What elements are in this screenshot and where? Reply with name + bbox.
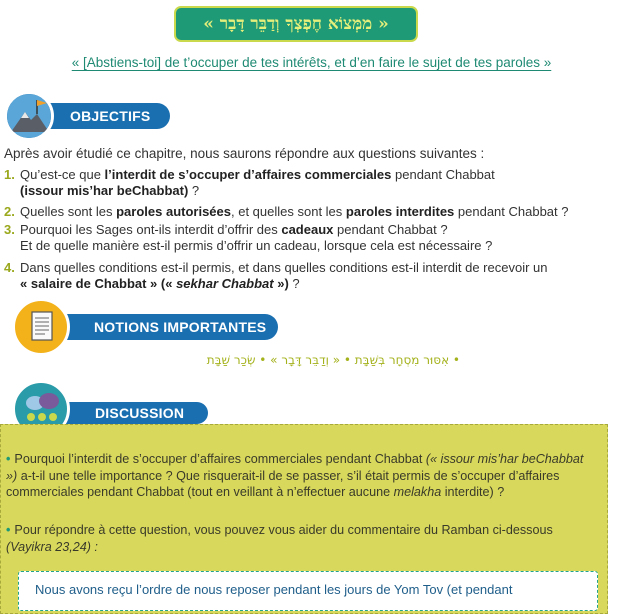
question-1 <box>4 167 495 199</box>
question-number: 3. <box>4 222 15 237</box>
question-text: ? <box>288 276 300 291</box>
mountain-flag-icon <box>4 91 54 141</box>
ramban-quote-box <box>18 571 598 611</box>
question-text: Et de quelle manière est-il permis d’offrir un cadeau, lorsque cela est nécessaire ? <box>20 238 493 253</box>
discussion-paragraph-2 <box>6 522 596 555</box>
bullet-icon: • <box>6 452 11 466</box>
question-text: ? <box>188 183 200 198</box>
question-text: pendant Chabbat <box>391 167 495 182</box>
question-keyword: paroles autorisées <box>116 204 231 219</box>
question-keyword: cadeaux <box>281 222 334 237</box>
question-keyword: « salaire de Chabbat » (« <box>20 276 177 291</box>
discussion-text: Pour répondre à cette question, vous pouvez vous aider du commentaire du Ramban ci-dessous <box>14 523 553 537</box>
discussion-text: Pourquoi l’interdit de s’occuper d’affaires commerciales pendant Chabbat <box>14 452 426 466</box>
question-text: Pourquoi les Sages ont-ils interdit d’offrir des <box>20 222 282 237</box>
question-text: Quelles sont les <box>20 204 117 219</box>
question-number: 1. <box>4 167 15 182</box>
discussion-text: a-t-il une telle importance ? Que risquerait-il de se passer, s’il était permis de s’occuper d’affaires commerciales pendant Chabbat (tout en veillant à n’effectuer aucune <box>6 468 560 499</box>
objectifs-header <box>0 90 180 142</box>
question-keyword: paroles interdites <box>345 204 455 219</box>
question-text: , et quelles sont les <box>231 204 346 219</box>
notions-header <box>0 296 290 358</box>
question-2 <box>4 204 569 220</box>
discussion-label: DISCUSSION <box>40 402 208 424</box>
subtitle: « [Abstiens-toi] de t’occuper de tes intérêts, et d’en faire le sujet de tes paroles » <box>71 55 552 70</box>
discussion-text: interdite) ? <box>441 485 505 499</box>
question-3 <box>4 222 492 254</box>
question-text: pendant Chabbat ? <box>454 204 569 219</box>
discussion-text: melakha <box>393 485 442 499</box>
discussion-paragraph-1 <box>6 451 596 501</box>
question-number: 4. <box>4 260 15 275</box>
question-text: Qu’est-ce que <box>20 167 105 182</box>
objectifs-intro: Après avoir étudié ce chapitre, nous saurons répondre aux questions suivantes : <box>4 146 485 161</box>
document-icon <box>12 298 70 356</box>
discussion-text: (Vayikra 23,24) : <box>6 539 98 554</box>
question-keyword: l’interdit de s’occuper d’affaires commerciales <box>104 167 392 182</box>
question-keyword: (issour mis’har beChabbat) <box>20 183 189 198</box>
objectifs-label: OBJECTIFS <box>28 103 170 129</box>
question-keyword: sekhar Chabbat <box>176 276 274 291</box>
question-text: Dans quelles conditions est-il permis, et dans quelles conditions est-il interdit de recevoir un <box>20 260 548 275</box>
discussion-text: (« issour mis’har beChabbat ») <box>6 452 584 483</box>
title-banner <box>174 6 418 42</box>
question-4 <box>4 260 548 292</box>
bullet-icon: • <box>6 523 11 537</box>
question-number: 2. <box>4 204 15 219</box>
notions-label: NOTIONS IMPORTANTES <box>40 314 278 340</box>
notions-list: • אִסּוּר מִסְחָר בְּשַׁבָּת • « וְדַבֵּר דָּבָר » • שְׂכַר שַׁבָּת <box>206 353 460 367</box>
ramban-quote-text: Nous avons reçu l’ordre de nous reposer pendant les jours de Yom Tov (et pendant <box>35 582 513 597</box>
title-banner-text: « מִמְּצוֹא חֶפְצְךָ וְדַבֵּר דָּבָר » <box>203 14 389 34</box>
question-text: pendant Chabbat ? <box>333 222 448 237</box>
question-keyword: ») <box>273 276 289 291</box>
